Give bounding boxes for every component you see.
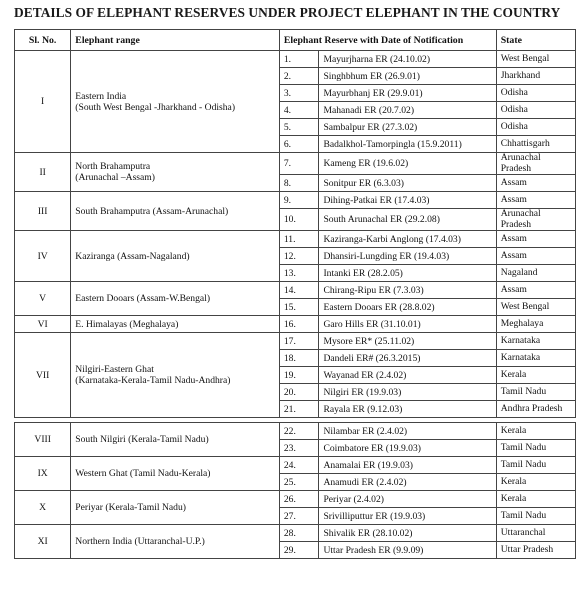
reserve-number-cell: 11. xyxy=(279,231,319,248)
reserve-number-cell: 21. xyxy=(279,401,319,418)
elephant-range-cell xyxy=(71,153,280,192)
reserve-number-cell: 12. xyxy=(279,248,319,265)
elephant-range-cell xyxy=(71,457,280,491)
sl-no-cell: VII xyxy=(15,333,71,418)
state-cell: Assam xyxy=(496,231,575,248)
reserve-number-cell: 16. xyxy=(279,316,319,333)
state-cell: Kerala xyxy=(496,367,575,384)
sl-no-cell: XI xyxy=(15,525,71,559)
table-row xyxy=(15,51,576,68)
reserve-name-cell: Dihing-Patkai ER (17.4.03) xyxy=(319,192,496,209)
page-title: DETAILS OF ELEPHANT RESERVES UNDER PROJECT ELEPHANT IN THE COUNTRY xyxy=(14,5,561,20)
table-row xyxy=(15,423,576,440)
state-cell: West Bengal xyxy=(496,51,575,68)
state-cell: Nagaland xyxy=(496,265,575,282)
reserve-name-cell: Nilambar ER (2.4.02) xyxy=(319,423,496,440)
reserve-name-cell: Dandeli ER# (26.3.2015) xyxy=(319,350,496,367)
table-row xyxy=(15,153,576,175)
state-cell: Arunachal Pradesh xyxy=(496,209,575,231)
reserve-number-cell: 29. xyxy=(279,542,319,559)
elephant-range-cell xyxy=(71,316,280,333)
elephant-range-line: (Arunachal –Assam) xyxy=(75,172,155,183)
reserve-number-cell: 15. xyxy=(279,299,319,316)
reserve-name-cell: Mayurbhanj ER (29.9.01) xyxy=(319,85,496,102)
table-row xyxy=(15,333,576,350)
state-cell: Meghalaya xyxy=(496,316,575,333)
reserve-name-cell: Garo Hills ER (31.10.01) xyxy=(319,316,496,333)
elephant-range-cell xyxy=(71,525,280,559)
elephant-range-line: Nilgiri-Eastern Ghat xyxy=(75,364,154,375)
elephant-reserves-table xyxy=(14,29,576,559)
reserve-name-cell: Sambalpur ER (27.3.02) xyxy=(319,119,496,136)
reserve-name-cell: Srivilliputtur ER (19.9.03) xyxy=(319,508,496,525)
elephant-range-line: (Karnataka-Kerala-Tamil Nadu-Andhra) xyxy=(75,375,231,386)
state-cell: Karnataka xyxy=(496,333,575,350)
sl-no-cell: III xyxy=(15,192,71,231)
reserve-number-cell: 26. xyxy=(279,491,319,508)
reserve-name-cell: Mysore ER* (25.11.02) xyxy=(319,333,496,350)
reserve-number-cell: 14. xyxy=(279,282,319,299)
elephant-range-line: Western Ghat (Tamil Nadu-Kerala) xyxy=(75,468,211,479)
table-body xyxy=(15,51,576,559)
reserve-number-cell: 24. xyxy=(279,457,319,474)
state-cell: Uttaranchal xyxy=(496,525,575,542)
state-cell: Jharkhand xyxy=(496,68,575,85)
reserve-name-cell: Sonitpur ER (6.3.03) xyxy=(319,175,496,192)
table-row xyxy=(15,491,576,508)
table-row xyxy=(15,282,576,299)
reserve-number-cell: 3. xyxy=(279,85,319,102)
reserve-name-cell: Singhbhum ER (26.9.01) xyxy=(319,68,496,85)
reserve-number-cell: 10. xyxy=(279,209,319,231)
elephant-range-line: Periyar (Kerala-Tamil Nadu) xyxy=(75,502,186,513)
elephant-range-line: E. Himalayas (Meghalaya) xyxy=(75,318,179,330)
table-row xyxy=(15,457,576,474)
reserve-number-cell: 20. xyxy=(279,384,319,401)
reserve-number-cell: 6. xyxy=(279,136,319,153)
header-sl-no: Sl. No. xyxy=(15,30,71,51)
reserve-number-cell: 25. xyxy=(279,474,319,491)
state-cell: Assam xyxy=(496,248,575,265)
state-cell: Odisha xyxy=(496,119,575,136)
header-reserve: Elephant Reserve with Date of Notification xyxy=(279,30,496,51)
reserve-name-cell: Coimbatore ER (19.9.03) xyxy=(319,440,496,457)
header-row xyxy=(15,30,576,51)
reserve-name-cell: Rayala ER (9.12.03) xyxy=(319,401,496,418)
elephant-range-cell xyxy=(71,192,280,231)
reserve-number-cell: 1. xyxy=(279,51,319,68)
reserve-number-cell: 5. xyxy=(279,119,319,136)
state-cell: Tamil Nadu xyxy=(496,457,575,474)
reserve-number-cell: 19. xyxy=(279,367,319,384)
state-cell: Odisha xyxy=(496,102,575,119)
state-cell: Karnataka xyxy=(496,350,575,367)
state-cell: Tamil Nadu xyxy=(496,508,575,525)
reserve-name-cell: South Arunachal ER (29.2.08) xyxy=(319,209,496,231)
elephant-range-line: (South West Bengal -Jharkhand - Odisha) xyxy=(75,101,236,113)
reserve-name-cell: Anamudi ER (2.4.02) xyxy=(319,474,496,491)
table-row xyxy=(15,316,576,333)
sl-no-cell: VI xyxy=(15,316,71,333)
state-cell: Arunachal Pradesh xyxy=(496,153,575,175)
elephant-range-cell xyxy=(71,51,280,153)
state-cell: Chhattisgarh xyxy=(496,136,575,153)
reserve-name-cell: Shivalik ER (28.10.02) xyxy=(319,525,496,542)
elephant-range-line: Kaziranga (Assam-Nagaland) xyxy=(75,250,190,262)
elephant-range-line: Northern India (Uttaranchal-U.P.) xyxy=(75,536,205,547)
elephant-range-line: Eastern Dooars (Assam-W.Bengal) xyxy=(75,293,211,304)
state-cell: Tamil Nadu xyxy=(496,440,575,457)
reserve-number-cell: 13. xyxy=(279,265,319,282)
table-row xyxy=(15,525,576,542)
reserve-number-cell: 28. xyxy=(279,525,319,542)
reserve-name-cell: Eastern Dooars ER (28.8.02) xyxy=(319,299,496,316)
reserve-name-cell: Wayanad ER (2.4.02) xyxy=(319,367,496,384)
sl-no-cell: I xyxy=(15,51,71,153)
sl-no-cell: IV xyxy=(15,231,71,282)
reserve-number-cell: 23. xyxy=(279,440,319,457)
reserve-name-cell: Mayurjharna ER (24.10.02) xyxy=(319,51,496,68)
sl-no-cell: X xyxy=(15,491,71,525)
state-cell: Andhra Pradesh xyxy=(496,401,575,418)
reserve-number-cell: 8. xyxy=(279,175,319,192)
reserve-name-cell: Mahanadi ER (20.7.02) xyxy=(319,102,496,119)
state-cell: Uttar Pradesh xyxy=(496,542,575,559)
elephant-range-line: North Brahamputra xyxy=(75,161,151,172)
elephant-range-cell xyxy=(71,231,280,282)
reserve-name-cell: Kaziranga-Karbi Anglong (17.4.03) xyxy=(319,231,496,248)
elephant-range-cell xyxy=(71,491,280,525)
state-cell: Odisha xyxy=(496,85,575,102)
elephant-range-cell xyxy=(71,333,280,418)
elephant-range-cell xyxy=(71,423,280,457)
reserve-number-cell: 18. xyxy=(279,350,319,367)
elephant-range-cell xyxy=(71,282,280,316)
reserve-name-cell: Chirang-Ripu ER (7.3.03) xyxy=(319,282,496,299)
reserve-name-cell: Dhansiri-Lungding ER (19.4.03) xyxy=(319,248,496,265)
reserve-name-cell: Anamalai ER (19.9.03) xyxy=(319,457,496,474)
sl-no-cell: II xyxy=(15,153,71,192)
reserve-name-cell: Uttar Pradesh ER (9.9.09) xyxy=(319,542,496,559)
reserve-name-cell: Nilgiri ER (19.9.03) xyxy=(319,384,496,401)
elephant-range-line: South Brahamputra (Assam-Arunachal) xyxy=(75,205,229,217)
state-cell: Kerala xyxy=(496,474,575,491)
state-cell: Kerala xyxy=(496,491,575,508)
sl-no-cell: IX xyxy=(15,457,71,491)
reserve-number-cell: 17. xyxy=(279,333,319,350)
reserve-number-cell: 27. xyxy=(279,508,319,525)
elephant-range-line: Eastern India xyxy=(75,90,127,102)
reserve-name-cell: Kameng ER (19.6.02) xyxy=(319,153,496,175)
state-cell: Assam xyxy=(496,282,575,299)
state-cell: Assam xyxy=(496,175,575,192)
reserve-number-cell: 7. xyxy=(279,153,319,175)
reserve-number-cell: 22. xyxy=(279,423,319,440)
header-state: State xyxy=(496,30,575,51)
elephant-range-line: South Nilgiri (Kerala-Tamil Nadu) xyxy=(75,434,209,445)
reserve-name-cell: Intanki ER (28.2.05) xyxy=(319,265,496,282)
state-cell: Assam xyxy=(496,192,575,209)
reserve-number-cell: 9. xyxy=(279,192,319,209)
sl-no-cell: V xyxy=(15,282,71,316)
state-cell: West Bengal xyxy=(496,299,575,316)
reserve-name-cell: Periyar (2.4.02) xyxy=(319,491,496,508)
table-row xyxy=(15,192,576,209)
state-cell: Tamil Nadu xyxy=(496,384,575,401)
reserve-number-cell: 2. xyxy=(279,68,319,85)
header-elephant-range: Elephant range xyxy=(71,30,280,51)
reserve-number-cell: 4. xyxy=(279,102,319,119)
state-cell: Kerala xyxy=(496,423,575,440)
table-row xyxy=(15,231,576,248)
sl-no-cell: VIII xyxy=(15,423,71,457)
reserve-name-cell: Badalkhol-Tamorpingla (15.9.2011) xyxy=(319,136,496,153)
